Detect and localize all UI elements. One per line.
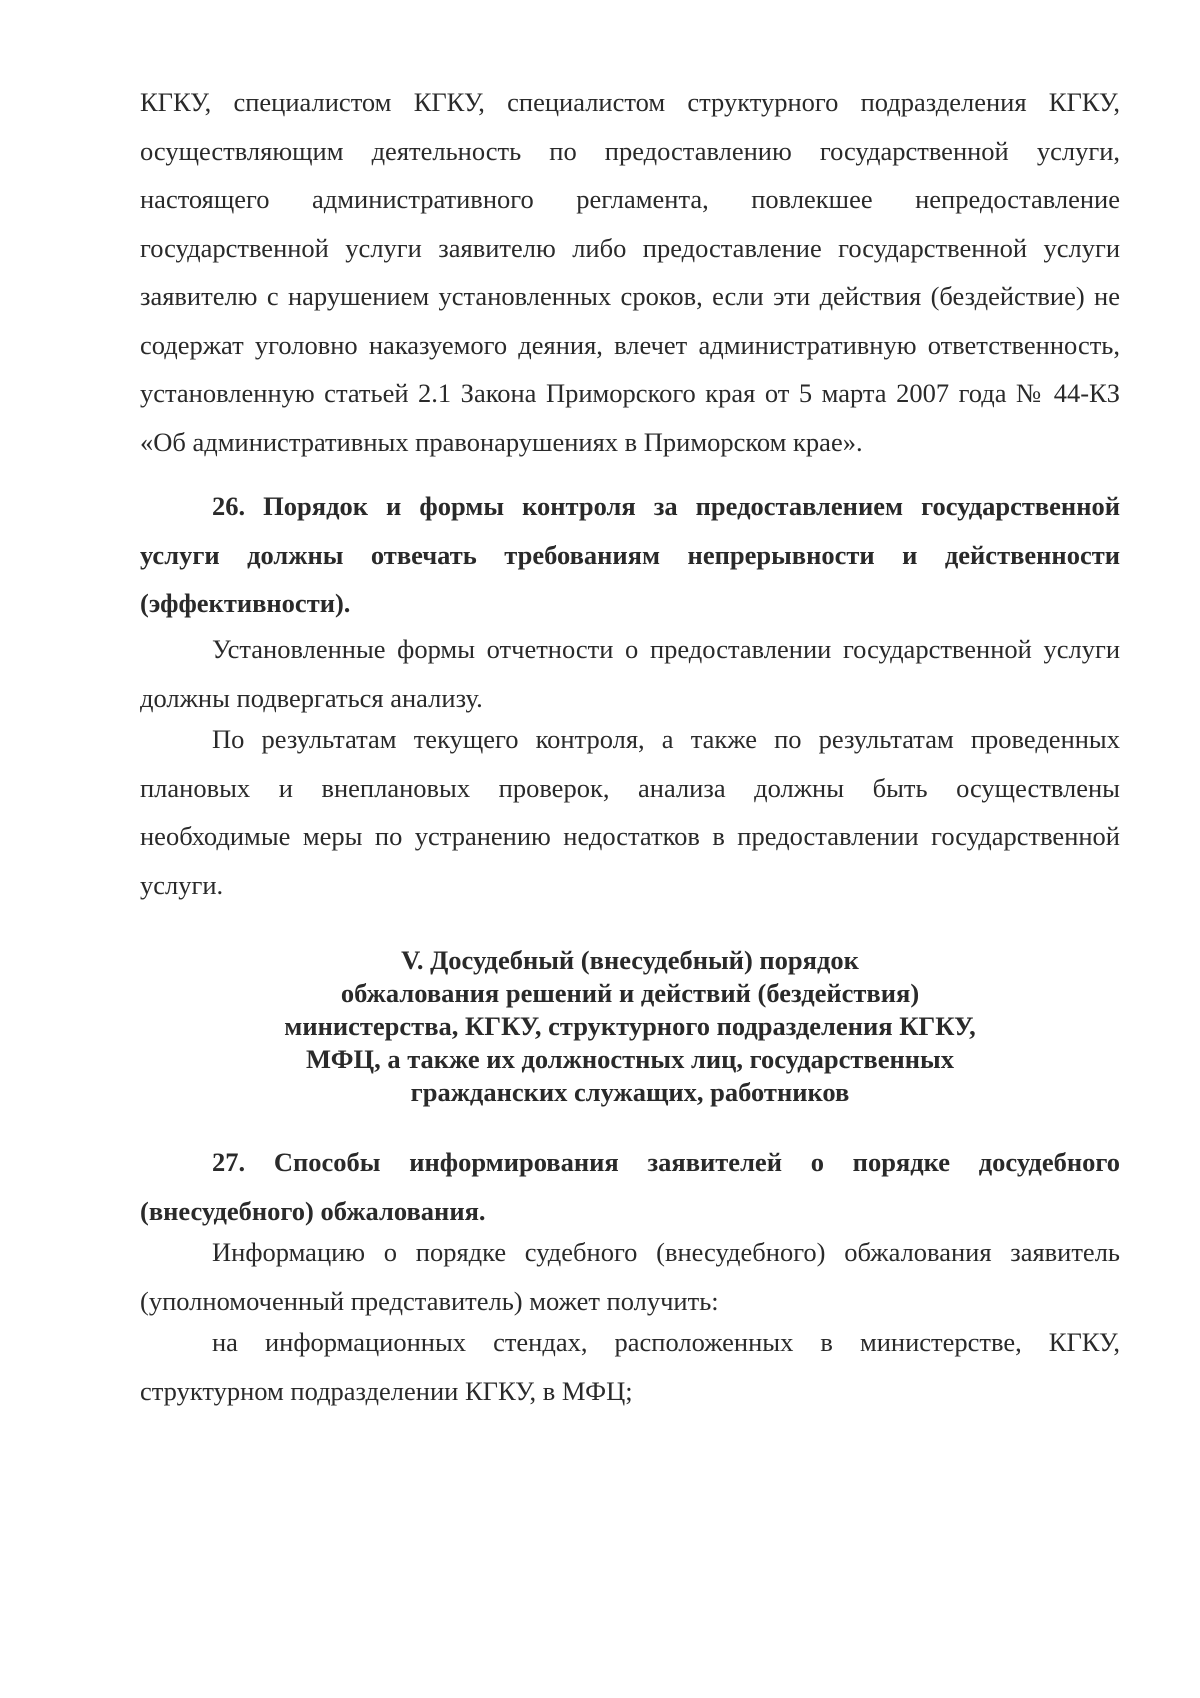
item-26-paragraph-reporting: Установленные формы отчетности о предоставлении государственной услуги должны подвергаться анализу. bbox=[140, 634, 1120, 713]
section-5-title bbox=[140, 944, 1120, 1109]
section-5-title-line: министерства, КГКУ, структурного подразделения КГКУ, bbox=[284, 1011, 976, 1041]
section-5-title-line: гражданских служащих, работников bbox=[410, 1077, 850, 1107]
item-27-heading: 27. Способы информирования заявителей о порядке досудебного (внесудебного) обжалования. bbox=[140, 1147, 1120, 1226]
paragraph-liability: КГКУ, специалистом КГКУ, специалистом структурного подразделения КГКУ, осуществляющим деятельность по предоставлению государственной услуги, настоящего административного регламента, повлекшее непредоставление государственной услуги заявителю либо предоставление государственной услуги заявителю с нарушением установленных сроков, если эти действия (бездействие) не содержат уголовно наказуемого деяния, влечет административную ответственность, установленную статьей 2.1 Закона Приморского края от 5 марта 2007 года № 44-КЗ «Об административных правонарушениях в Приморском крае». bbox=[140, 87, 1120, 457]
item-27-paragraph-info: Информацию о порядке судебного (внесудебного) обжалования заявитель (уполномоченный представитель) может получить: bbox=[140, 1237, 1120, 1316]
section-5-title-line: МФЦ, а также их должностных лиц, государственных bbox=[306, 1044, 954, 1074]
item-26-paragraph-measures: По результатам текущего контроля, а также по результатам проведенных плановых и внеплановых проверок, анализа должны быть осуществлены необходимые меры по устранению недостатков в предоставлении государственной услуги. bbox=[140, 724, 1120, 900]
item-26-heading: 26. Порядок и формы контроля за предоставлением государственной услуги должны отвечать требованиям непрерывности и действенности (эффективности). bbox=[140, 491, 1120, 618]
section-5-title-line: V. Досудебный (внесудебный) порядок bbox=[401, 945, 859, 975]
item-27-paragraph-stands: на информационных стендах, расположенных в министерстве, КГКУ, структурном подразделении КГКУ, в МФЦ; bbox=[140, 1327, 1120, 1406]
section-5-title-line: обжалования решений и действий (бездействия) bbox=[340, 978, 920, 1008]
